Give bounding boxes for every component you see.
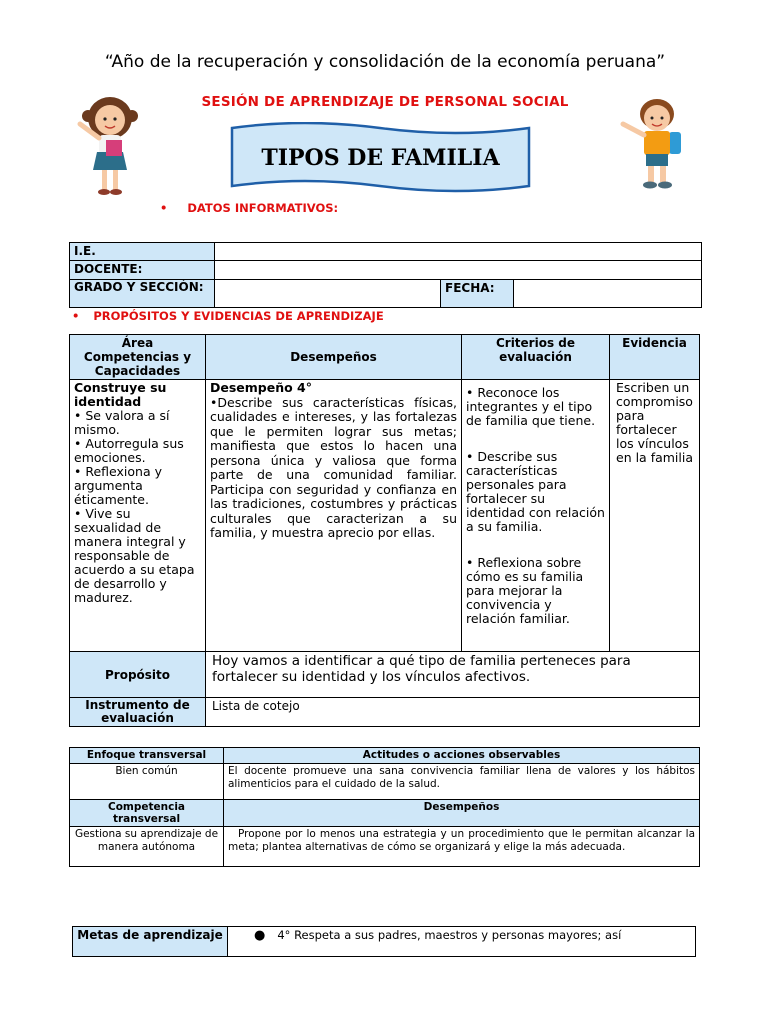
col-competencia: Competencia transversal	[70, 800, 224, 827]
criterio-item: • Reflexiona sobre cómo es su familia para mejorar la convivencia y relación familiar.	[466, 555, 584, 626]
datos-heading: DATOS INFORMATIVOS:	[187, 201, 339, 215]
metas-table	[72, 926, 696, 957]
propositos-heading-row	[72, 309, 384, 323]
competencia-cell	[70, 380, 206, 652]
bullet-icon: ●	[254, 928, 266, 943]
motto: “Año de la recuperación y consolidación de la economía peruana”	[104, 52, 666, 72]
proposito-label: Propósito	[70, 652, 206, 698]
boy-illustration	[617, 94, 697, 194]
enfoque-table	[69, 747, 700, 867]
col-desempenos: Desempeños	[206, 335, 462, 380]
propositos-heading: PROPÓSITOS Y EVIDENCIAS DE APRENDIZAJE	[93, 309, 384, 323]
capacidad-item: • Autorregula sus emociones.	[74, 436, 184, 465]
metas-text: 4° Respeta a sus padres, maestros y personas mayores; así	[277, 928, 622, 942]
criterios-cell	[462, 380, 610, 652]
bullet-icon: •	[72, 309, 80, 323]
desempeno-transversal-text: Propone por lo menos una estrategia y un procedimiento que le permitan alcanzar la meta; plantea alternativas de cómo se organizará y elige la más adecuada.	[224, 827, 700, 867]
competencia-title: Construye su identidad	[74, 380, 167, 409]
grado-label: GRADO Y SECCIÓN:	[70, 280, 215, 308]
page-title: TIPOS DE FAMILIA	[261, 145, 500, 171]
docente-value[interactable]	[215, 261, 702, 280]
capacidad-item: • Reflexiona y argumenta éticamente.	[74, 464, 162, 507]
capacidad-item: • Vive su sexualidad de manera integral y responsable de acuerdo a su etapa de desarrollo y madurez.	[74, 506, 195, 605]
datos-heading-row	[160, 201, 338, 215]
desempeno-cell	[206, 380, 462, 652]
instrumento-label: Instrumento de evaluación	[70, 698, 206, 727]
capacidad-item: • Se valora a sí mismo.	[74, 408, 170, 437]
desempeno-title: Desempeño 4°	[210, 380, 313, 395]
col-desempenos-transversal: Desempeños	[224, 800, 700, 827]
propositos-table	[69, 334, 700, 727]
evidencia-cell: Escriben un compromiso para fortalecer los vínculos en la familia	[610, 380, 700, 652]
competencia-value: Gestiona su aprendizaje de manera autónoma	[70, 827, 224, 867]
metas-label: Metas de aprendizaje	[73, 927, 228, 957]
desempeno-text: •Describe sus características físicas, cualidades e intereses, y las fortalezas que le permiten lograr sus metas; manifiesta que estos lo hacen una persona única y valiosa que forma parte de una comunidad familiar. Participa con seguridad y confianza en las tradiciones, costumbres y prácticas culturales que caracterizan a su familia, y muestra aprecio por ellas.	[210, 394, 457, 540]
girl-illustration	[70, 92, 150, 202]
session-title: SESIÓN DE APRENDIZAJE DE PERSONAL SOCIAL	[201, 94, 569, 110]
grado-value[interactable]	[215, 280, 441, 308]
col-actitudes: Actitudes o acciones observables	[224, 748, 700, 764]
datos-table	[69, 242, 702, 308]
docente-label: DOCENTE:	[70, 261, 215, 280]
col-enfoque: Enfoque transversal	[70, 748, 224, 764]
ie-value[interactable]	[215, 243, 702, 261]
col-criterios: Criterios de evaluación	[462, 335, 610, 380]
col-evidencia: Evidencia	[610, 335, 700, 380]
bullet-icon: •	[160, 201, 168, 215]
instrumento-text: Lista de cotejo	[206, 698, 700, 727]
criterio-item: • Describe sus características personales para fortalecer su identidad con relación a su familia.	[466, 449, 605, 534]
ie-label: I.E.	[70, 243, 215, 261]
fecha-label: FECHA:	[441, 280, 514, 308]
criterio-item: • Reconoce los integrantes y el tipo de familia que tiene.	[466, 385, 596, 428]
enfoque-value: Bien común	[70, 764, 224, 800]
fecha-value[interactable]	[514, 280, 702, 308]
col-area: Área Competencias y Capacidades	[70, 335, 206, 380]
proposito-text: Hoy vamos a identificar a qué tipo de familia perteneces para fortalecer su identidad y los vínculos afectivos.	[206, 652, 700, 698]
actitud-text: El docente promueve una sana convivencia familiar llena de valores y los hábitos alimenticios para el cuidado de la salud.	[224, 764, 700, 800]
metas-cell	[228, 927, 696, 957]
